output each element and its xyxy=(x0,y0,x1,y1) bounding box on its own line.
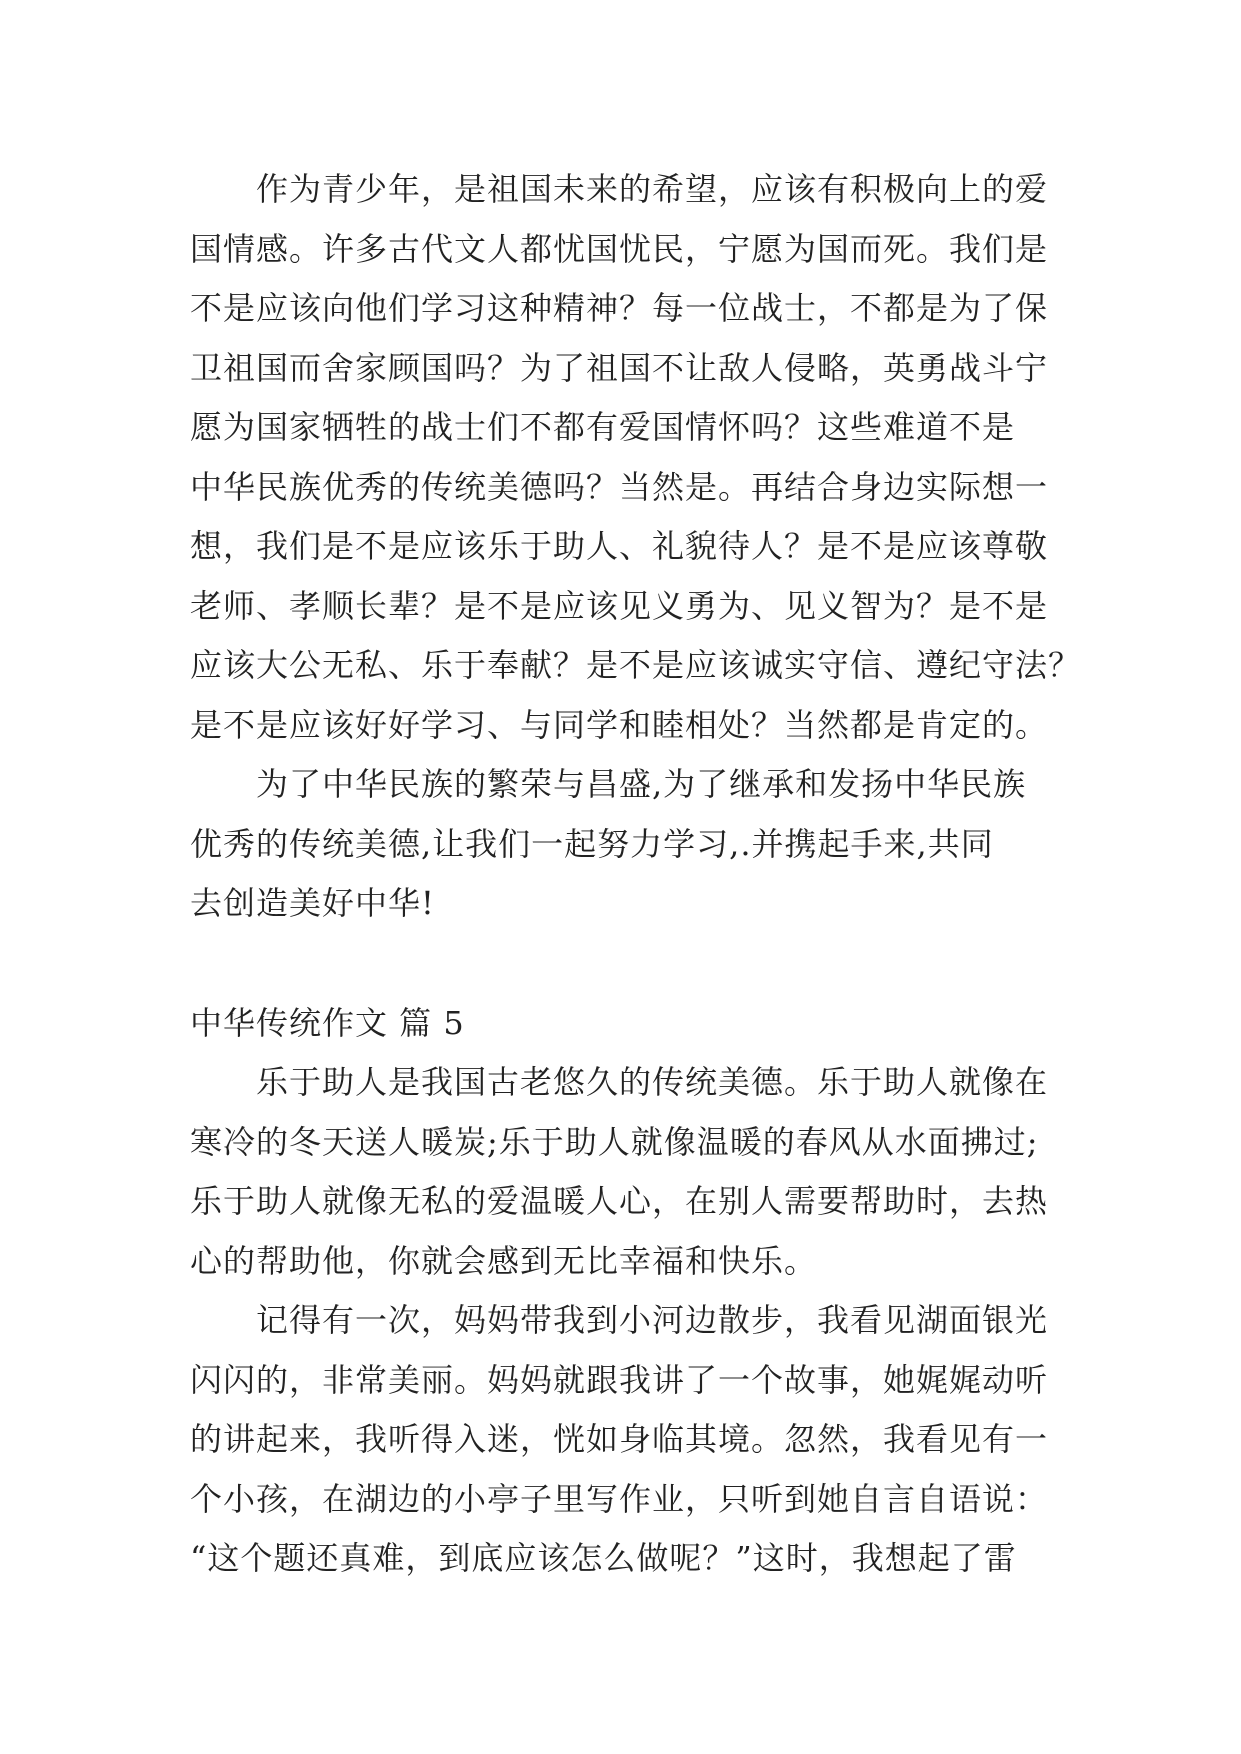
text-line: 想，我们是不是应该乐于助人、礼貌待人？是不是应该尊敬 xyxy=(190,527,1049,565)
text-line: 闪闪的，非常美丽。妈妈就跟我讲了一个故事，她娓娓动听 xyxy=(190,1360,1049,1399)
paragraph-story xyxy=(190,1291,1050,1589)
text-line: 的讲起来，我听得入迷，恍如身临其境。忽然，我看见有一 xyxy=(190,1420,1049,1458)
text-line: 愿为国家牺牲的战士们不都有爱国情怀吗？这些难道不是 xyxy=(190,408,1016,446)
text-line: 不是应该向他们学习这种精神？每一位战士，不都是为了保 xyxy=(190,289,1049,327)
text-line: 个小孩，在湖边的小亭子里写作业，只听到她自言自语说： xyxy=(190,1479,1049,1518)
text-line: 国情感。许多古代文人都忧国忧民，宁愿为国而死。我们是 xyxy=(190,229,1049,268)
paragraph-patriotism xyxy=(190,160,1082,755)
paragraph-helping-others xyxy=(190,1053,1050,1291)
text-line: 中华民族优秀的传统美德吗？当然是。再结合身边实际想一 xyxy=(190,467,1049,506)
document-body xyxy=(190,160,1082,1589)
text-line: 心的帮助他，你就会感到无比幸福和快乐。 xyxy=(190,1241,818,1280)
text-line: “这个题还真难，到底应该怎么做呢？”这时，我想起了雷 xyxy=(190,1539,1017,1577)
text-line: 为了中华民族的繁荣与昌盛,为了继承和发扬中华民族 xyxy=(256,765,1027,803)
text-line: 卫祖国而舍家顾国吗？为了祖国不让敌人侵略，英勇战斗宁 xyxy=(190,348,1049,387)
text-line: 优秀的传统美德,让我们一起努力学习,.并携起手来,共同 xyxy=(190,824,994,863)
text-line: 去创造美好中华! xyxy=(190,884,435,922)
paragraph-conclusion xyxy=(190,755,1050,934)
text-line: 寒冷的冬天送人暖炭;乐于助人就像温暖的春风从水面拂过; xyxy=(190,1122,1039,1161)
text-line: 记得有一次，妈妈带我到小河边散步，我看见湖面银光 xyxy=(256,1301,1049,1339)
text-line: 乐于助人是我国古老悠久的传统美德。乐于助人就像在 xyxy=(256,1063,1049,1101)
text-line: 作为青少年，是祖国未来的希望，应该有积极向上的爱 xyxy=(256,170,1049,208)
text-line: 应该大公无私、乐于奉献？是不是应该诚实守信、遵纪守法？ xyxy=(190,646,1082,684)
text-line: 乐于助人就像无私的爱温暖人心，在别人需要帮助时，去热 xyxy=(190,1182,1049,1220)
text-line: 是不是应该好好学习、与同学和睦相处？当然都是肯定的。 xyxy=(190,705,1049,744)
section-heading: 中华传统作文 篇 5 xyxy=(190,1003,465,1042)
text-line: 老师、孝顺长辈？是不是应该见义勇为、见义智为？是不是 xyxy=(190,586,1049,625)
